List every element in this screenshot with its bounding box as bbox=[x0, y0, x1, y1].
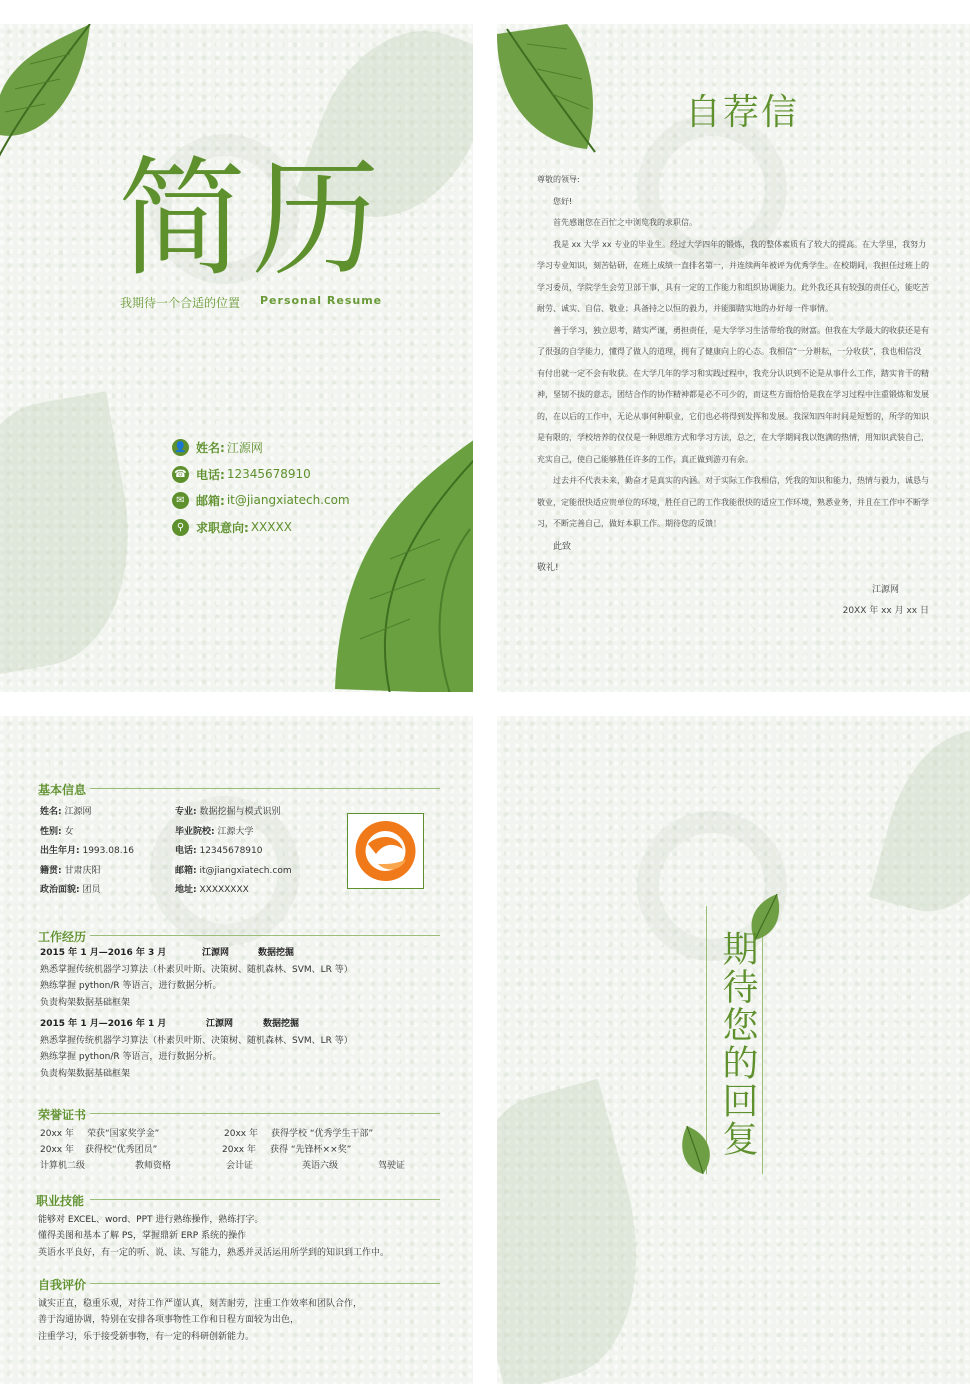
ghost-leaf-decoration bbox=[497, 1079, 670, 1384]
logo-icon bbox=[348, 814, 423, 888]
green-leaf-image bbox=[0, 24, 100, 174]
job-line: 负责构架数据基础框架 bbox=[40, 998, 131, 1008]
contact-label: 电话: bbox=[196, 467, 225, 482]
divider bbox=[90, 1113, 440, 1114]
job-company: 江源网 bbox=[202, 948, 230, 958]
letter-greeting: 尊敬的领导: bbox=[537, 175, 580, 184]
job-company: 江源网 bbox=[206, 1019, 234, 1029]
honor-item: 20xx 年 bbox=[222, 1145, 256, 1155]
letter-closing: 此致 bbox=[553, 541, 572, 552]
contact-value: XXXXX bbox=[250, 520, 292, 534]
contact-intent bbox=[172, 517, 292, 537]
contact-label: 邮箱: bbox=[196, 493, 225, 508]
job-role: 数据挖掘 bbox=[258, 948, 295, 958]
section-title-honors: 荣誉证书 bbox=[38, 1108, 87, 1122]
basic-info-item: 地址: XXXXXXXX bbox=[175, 885, 249, 895]
honor-item: 计算机二级 bbox=[40, 1161, 86, 1171]
contact-value: 12345678910 bbox=[226, 467, 311, 481]
cover-letter-page bbox=[497, 24, 970, 692]
letter-paragraph: 善于学习，独立思考，踏实严谨，勇担责任，是大学学习生活带给我的财富。但我在大学最大的收获还是有了很强的自学能力，懂得了做人的道理，拥有了健康向上的心态。我相信“一分耕耘，一分收获”，我也相信没有付出就一定不会有收获。在大学几年的学习和实践过程中，我充分认识到不论是从事什么工作，踏实肯干的精神，坚韧不拔的意志，团结合作的协作精神都是必不可少的，而这些方面恰恰是我在学习过程中注重锻炼和发展的，在以后的工作中，无论从事何种职业，它们也必将得到发挥和发展。我深知四年时间是短暂的，所学的知识是有限的，学校培养的仅仅是一种思维方式和学习方法，总之，在大学期间我以饱满的热情，用知识武装自己，充实自己，使自己能够胜任许多的工作，真正做到游刃有余。 bbox=[537, 325, 929, 464]
honor-item: 获得 “先锋杯××奖” bbox=[270, 1145, 352, 1155]
contact-label: 求职意向: bbox=[196, 520, 249, 535]
resume-page bbox=[0, 716, 473, 1384]
divider bbox=[90, 1199, 440, 1200]
contact-phone bbox=[172, 464, 311, 484]
green-leaf-image bbox=[330, 439, 473, 692]
job-period: 2015 年 1 月—2016 年 3 月 bbox=[40, 948, 167, 958]
green-leaf-image bbox=[497, 24, 597, 154]
section-title-basic: 基本信息 bbox=[38, 783, 87, 797]
skill-line: 懂得美图和基本了解 PS，掌握鼎新 ERP 系统的操作 bbox=[38, 1231, 247, 1241]
divider bbox=[90, 1283, 440, 1284]
self-eval-line: 诚实正直，稳重乐观，对待工作严谨认真，刻苦耐劳，注重工作效率和团队合作， bbox=[38, 1299, 363, 1309]
contact-label: 姓名: bbox=[196, 440, 225, 455]
ghost-leaf-decoration bbox=[869, 716, 970, 928]
contact-name bbox=[172, 437, 263, 457]
ghost-leaf-decoration bbox=[0, 391, 151, 677]
divider bbox=[90, 935, 440, 936]
letter-paragraph: 首先感谢您在百忙之中浏览我的求职信。 bbox=[553, 218, 697, 227]
letter-date: 20XX 年 xx 月 xx 日 bbox=[842, 606, 929, 616]
letter-paragraph: 我是 xx 大学 xx 专业的毕业生。经过大学四年的锻炼，我的整体素质有了较大的提高。在大学里，我努力学习专业知识，刻苦钻研，在班上成绩一直排名第一，并连续两年被评为优秀学生。在校期间，我担任过班上的学习委员，学院学生会劳卫部干事，具有一定的工作能力和组织协调能力。此外我还具有较强的责任心，能吃苦耐劳、诚实、自信、敬业；具备持之以恒的毅力，并能脚踏实地的办好每一件事情。 bbox=[537, 239, 929, 313]
section-title-work: 工作经历 bbox=[38, 930, 87, 944]
honor-item: 荣获“国家奖学金” bbox=[87, 1129, 160, 1139]
job-period: 2015 年 1 月—2016 年 1 月 bbox=[40, 1019, 167, 1029]
job-line: 熟练掌握 python/R 等语言，进行数据分析。 bbox=[40, 1052, 222, 1062]
subtitle-cn: 我期待一个合适的位置 bbox=[120, 296, 241, 310]
honor-item: 会计证 bbox=[226, 1161, 254, 1171]
job-line: 熟悉掌握传统机器学习算法（朴素贝叶斯、决策树、随机森林、SVM、LR 等） bbox=[40, 1036, 353, 1046]
job-line: 熟悉掌握传统机器学习算法（朴素贝叶斯、决策树、随机森林、SVM、LR 等） bbox=[40, 965, 353, 975]
closing-message: 期待您的回复 bbox=[717, 930, 758, 1158]
job-role: 数据挖掘 bbox=[263, 1019, 300, 1029]
job-line: 负责构架数据基础框架 bbox=[40, 1069, 131, 1079]
mail-icon: ✉ bbox=[172, 492, 189, 509]
contact-email bbox=[172, 490, 350, 510]
self-eval-line: 善于沟通协调，特别在安排各项事物性工作和日程方面较为出色， bbox=[38, 1315, 300, 1325]
skill-line: 英语水平良好，有一定的听、说、读、写能力，熟悉并灵活运用所学到的知识到工作中。 bbox=[38, 1248, 390, 1258]
letter-paragraph: 过去并不代表未来，勤奋才是真实的内涵。对于实际工作我相信，凭我的知识和能力，热情与毅力，诚恳与敬业，定能很快适应贵单位的环境，胜任自己的工作我能很快的适应工作环境，熟悉业务，并且在工作中不断学习，不断完善自己，做好本职工作。期待您的反馈！ bbox=[537, 476, 929, 528]
letter-signature: 江源网 bbox=[871, 584, 899, 595]
section-title-skills: 职业技能 bbox=[36, 1194, 85, 1208]
profile-photo bbox=[347, 813, 424, 889]
basic-info-item: 专业: 数据挖掘与模式识别 bbox=[175, 807, 281, 817]
contact-value: it@jiangxiatech.com bbox=[226, 493, 350, 507]
basic-info-item: 性别: 女 bbox=[40, 827, 74, 837]
cover-page bbox=[0, 24, 473, 692]
basic-info-item: 毕业院校: 江源大学 bbox=[175, 827, 254, 837]
honor-item: 教师资格 bbox=[135, 1161, 172, 1171]
basic-info-item: 政治面貌: 团员 bbox=[40, 885, 101, 895]
basic-info-item: 籍贯: 甘肃庆阳 bbox=[40, 866, 101, 876]
skill-line: 能够对 EXCEL、word、PPT 进行熟练操作，熟练打字。 bbox=[38, 1215, 264, 1225]
honor-item: 20xx 年 bbox=[40, 1129, 74, 1139]
letter-title: 自荐信 bbox=[685, 92, 800, 133]
honor-item: 驾驶证 bbox=[378, 1161, 406, 1171]
back-cover-page bbox=[497, 716, 970, 1384]
letter-closing: 敬礼! bbox=[537, 563, 559, 573]
letter-hello: 您好! bbox=[553, 196, 573, 206]
basic-info-item: 出生年月: 1993.08.16 bbox=[40, 846, 135, 856]
resume-title: 简历 bbox=[118, 145, 387, 294]
letter-body bbox=[537, 169, 929, 623]
basic-info-item: 电话: 12345678910 bbox=[175, 846, 263, 856]
phone-icon: ☎ bbox=[172, 466, 189, 483]
honor-item: 20xx 年 bbox=[40, 1145, 74, 1155]
subtitle-en: Personal Resume bbox=[260, 294, 383, 307]
divider bbox=[90, 788, 440, 789]
honor-item: 获得校“优秀团员” bbox=[85, 1145, 158, 1155]
search-icon: ⚲ bbox=[172, 519, 189, 536]
small-leaf-image bbox=[677, 1126, 713, 1174]
self-eval-line: 注重学习，乐于接受新事物，有一定的科研创新能力。 bbox=[38, 1332, 255, 1342]
section-title-self: 自我评价 bbox=[38, 1278, 87, 1292]
honor-item: 英语六级 bbox=[302, 1161, 339, 1171]
basic-info-item: 姓名: 江源网 bbox=[40, 807, 92, 817]
honor-item: 获得学校 “优秀学生干部” bbox=[271, 1129, 374, 1139]
honor-item: 20xx 年 bbox=[224, 1129, 258, 1139]
person-icon: 👤 bbox=[172, 439, 189, 456]
contact-value: 江源网 bbox=[226, 440, 263, 455]
job-line: 熟练掌握 python/R 等语言，进行数据分析。 bbox=[40, 981, 222, 991]
basic-info-item: 邮箱: it@jiangxiatech.com bbox=[175, 866, 292, 876]
